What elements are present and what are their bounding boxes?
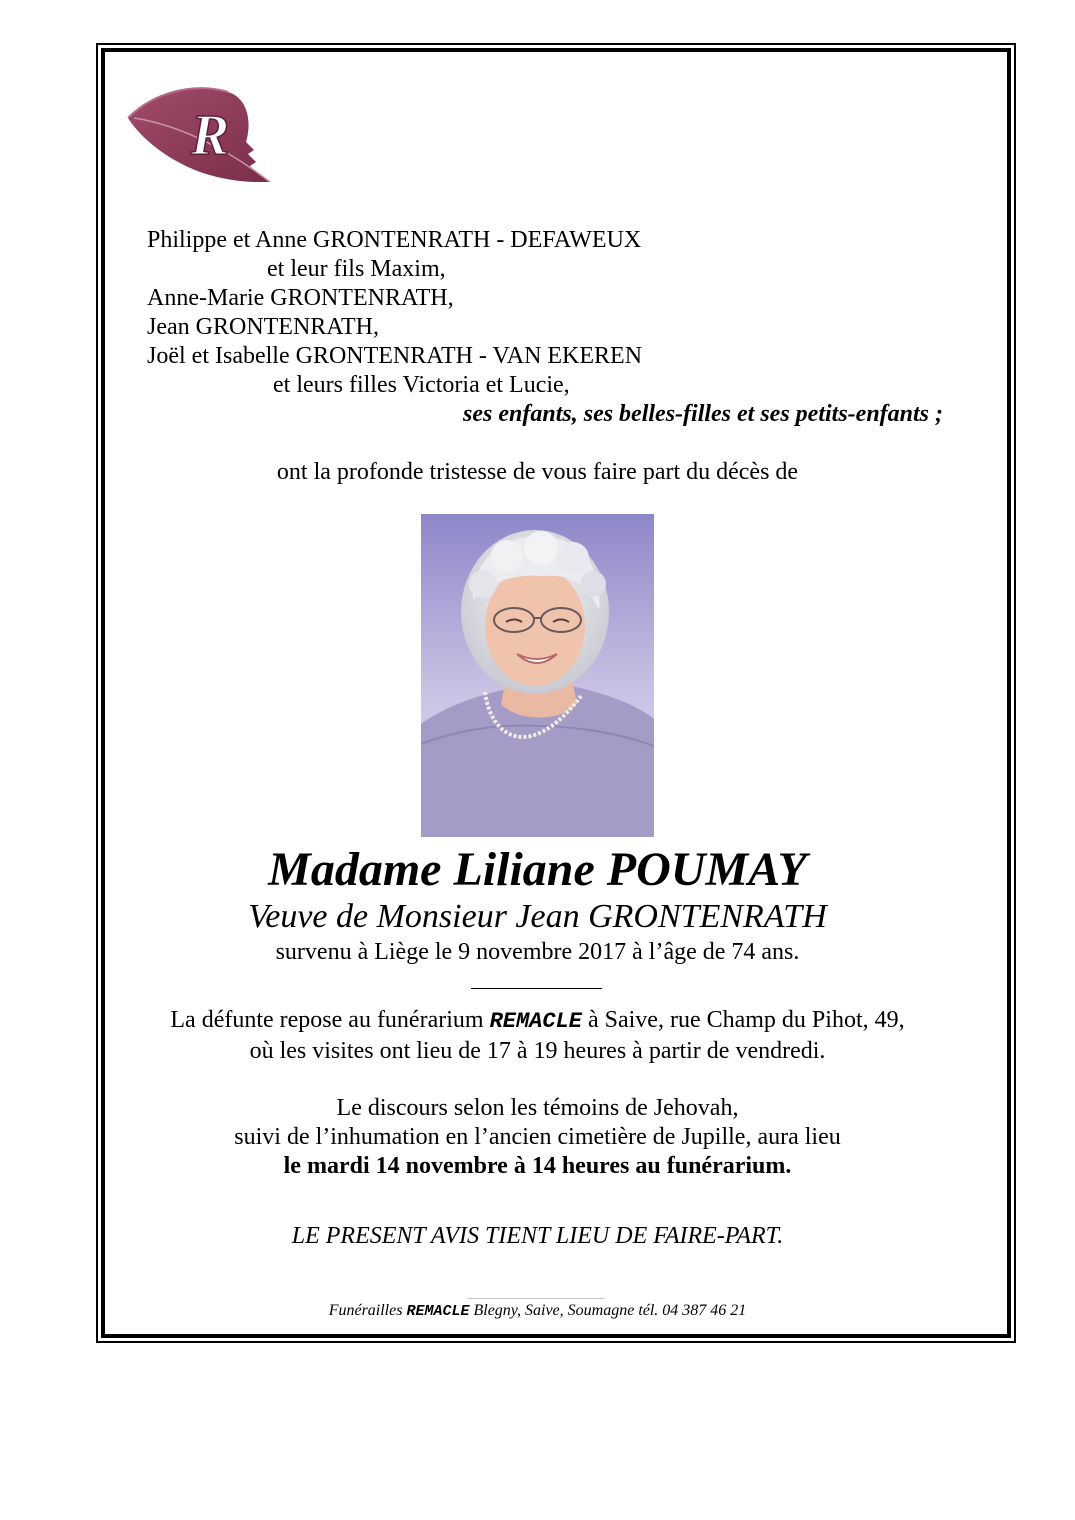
footer-separator [467, 1298, 605, 1299]
family-line-5: Joël et Isabelle GRONTENRATH - VAN EKEREN [147, 343, 643, 369]
visitation-brand: REMACLE [489, 1009, 582, 1034]
notice: LE PRESENT AVIS TIENT LIEU DE FAIRE-PART. [291, 1223, 784, 1249]
ceremony-line-1: Le discours selon les témoins de Jehovah, [336, 1095, 739, 1121]
ceremony-line-3: le mardi 14 novembre à 14 heures au funérarium. [283, 1153, 792, 1179]
footer [0, 1300, 1075, 1323]
ceremony-line-2: suivi de l’inhumation en l’ancien cimetière de Jupille, aura lieu [234, 1124, 841, 1150]
family-relation: ses enfants, ses belles-filles et ses petits-enfants ; [463, 401, 943, 427]
family-line-3: Anne-Marie GRONTENRATH, [147, 285, 454, 311]
deceased-name: Madame Liliane POUMAY [268, 843, 807, 896]
visitation-hours: où les visites ont lieu de 17 à 19 heures à partir de vendredi. [249, 1038, 826, 1064]
visitation-prefix: La défunte repose au funérarium [170, 1007, 490, 1033]
visitation-suffix: à Saive, rue Champ du Pihot, 49, [581, 1007, 905, 1033]
deceased-death-info: survenu à Liège le 9 novembre 2017 à l’âge de 74 ans. [275, 939, 800, 965]
separator-line [471, 988, 602, 989]
family-line-6: et leurs filles Victoria et Lucie, [273, 372, 570, 398]
family-line-2: et leur fils Maxim, [267, 256, 446, 282]
deceased-widow-of: Veuve de Monsieur Jean GRONTENRATH [248, 898, 827, 935]
family-line-1: Philippe et Anne GRONTENRATH - DEFAWEUX [147, 227, 642, 253]
logo-letter: R [190, 102, 230, 167]
remacle-leaf-logo [124, 84, 274, 186]
deceased-portrait [421, 514, 654, 837]
footer-suffix: Blegny, Saive, Soumagne tél. 04 387 46 21 [469, 1302, 747, 1319]
family-line-4: Jean GRONTENRATH, [147, 314, 379, 340]
announcement: ont la profonde tristesse de vous faire part du décès de [276, 459, 799, 485]
footer-brand: REMACLE [406, 1303, 470, 1320]
footer-prefix: Funérailles [328, 1302, 407, 1319]
visitation-location [0, 1006, 1075, 1036]
